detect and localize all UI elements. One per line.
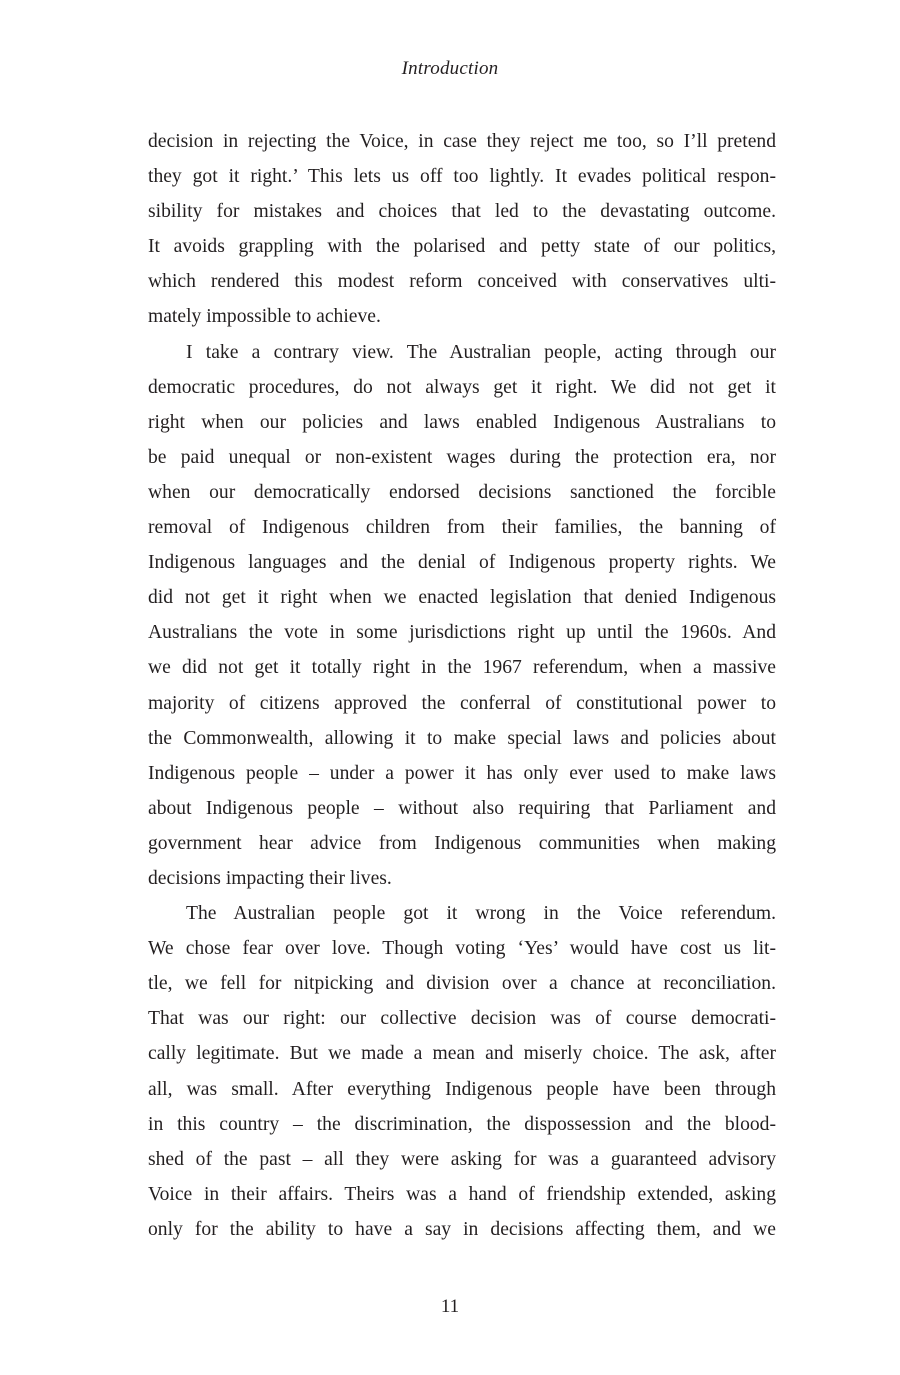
running-head: Introduction (401, 58, 499, 79)
text-line: in this country – the discrimination, the dispossession and the blood- (148, 1113, 776, 1135)
paragraph-3 (148, 896, 776, 1247)
text-line: We chose fear over love. Though voting ‘Yes’ would have cost us lit- (148, 938, 776, 960)
text-line: when our democratically endorsed decisions sanctioned the forcible (148, 481, 776, 503)
text-line: majority of citizens approved the conferral of constitutional power to (148, 692, 776, 714)
text-line: removal of Indigenous children from their families, the banning of (148, 517, 776, 539)
text-line: shed of the past – all they were asking for was a guaranteed advisory (148, 1148, 776, 1170)
text-line: decisions impacting their lives. (148, 867, 392, 889)
text-line: democratic procedures, do not always get it right. We did not get it (148, 376, 776, 398)
body-text (148, 124, 776, 1247)
text-line: The Australian people got it wrong in the Voice referendum. (186, 903, 776, 925)
paragraph-1 (148, 124, 776, 335)
text-line: they got it right.’ This lets us off too lightly. It evades political respon- (148, 166, 776, 188)
text-line: be paid unequal or non-existent wages during the protection era, nor (148, 446, 776, 468)
text-line: only for the ability to have a say in decisions affecting them, and we (148, 1218, 776, 1240)
text-line: decision in rejecting the Voice, in case they reject me too, so I’ll pretend (148, 131, 776, 152)
text-line: government hear advice from Indigenous communities when making (148, 832, 776, 854)
text-line: I take a contrary view. The Australian people, acting through our (186, 341, 776, 363)
text-line: sibility for mistakes and choices that led to the devastating outcome. (148, 201, 776, 223)
text-line: all, was small. After everything Indigenous people have been through (148, 1078, 776, 1100)
text-line: tle, we fell for nitpicking and division over a chance at reconciliation. (148, 973, 776, 995)
paragraph-2 (148, 335, 776, 897)
text-line: mately impossible to achieve. (148, 306, 381, 328)
text-line: which rendered this modest reform conceived with conservatives ulti- (148, 271, 776, 293)
text-line: did not get it right when we enacted legislation that denied Indigenous (148, 587, 776, 609)
text-line: about Indigenous people – without also requiring that Parliament and (148, 797, 776, 819)
text-line: the Commonwealth, allowing it to make special laws and policies about (148, 727, 776, 749)
text-line: Indigenous people – under a power it has only ever used to make laws (148, 762, 776, 784)
text-line: we did not get it totally right in the 1967 referendum, when a massive (148, 657, 776, 679)
text-line: Voice in their affairs. Theirs was a hand of friendship extended, asking (148, 1183, 776, 1205)
text-line: That was our right: our collective decision was of course democrati- (148, 1008, 776, 1030)
page-number: 11 (440, 1296, 460, 1317)
text-line: cally legitimate. But we made a mean and miserly choice. The ask, after (148, 1043, 776, 1065)
text-line: It avoids grappling with the polarised and petty state of our politics, (148, 236, 776, 258)
text-line: Indigenous languages and the denial of Indigenous property rights. We (148, 552, 776, 574)
text-line: right when our policies and laws enabled Indigenous Australians to (148, 411, 776, 433)
text-line: Australians the vote in some jurisdictions right up until the 1960s. And (148, 622, 776, 644)
